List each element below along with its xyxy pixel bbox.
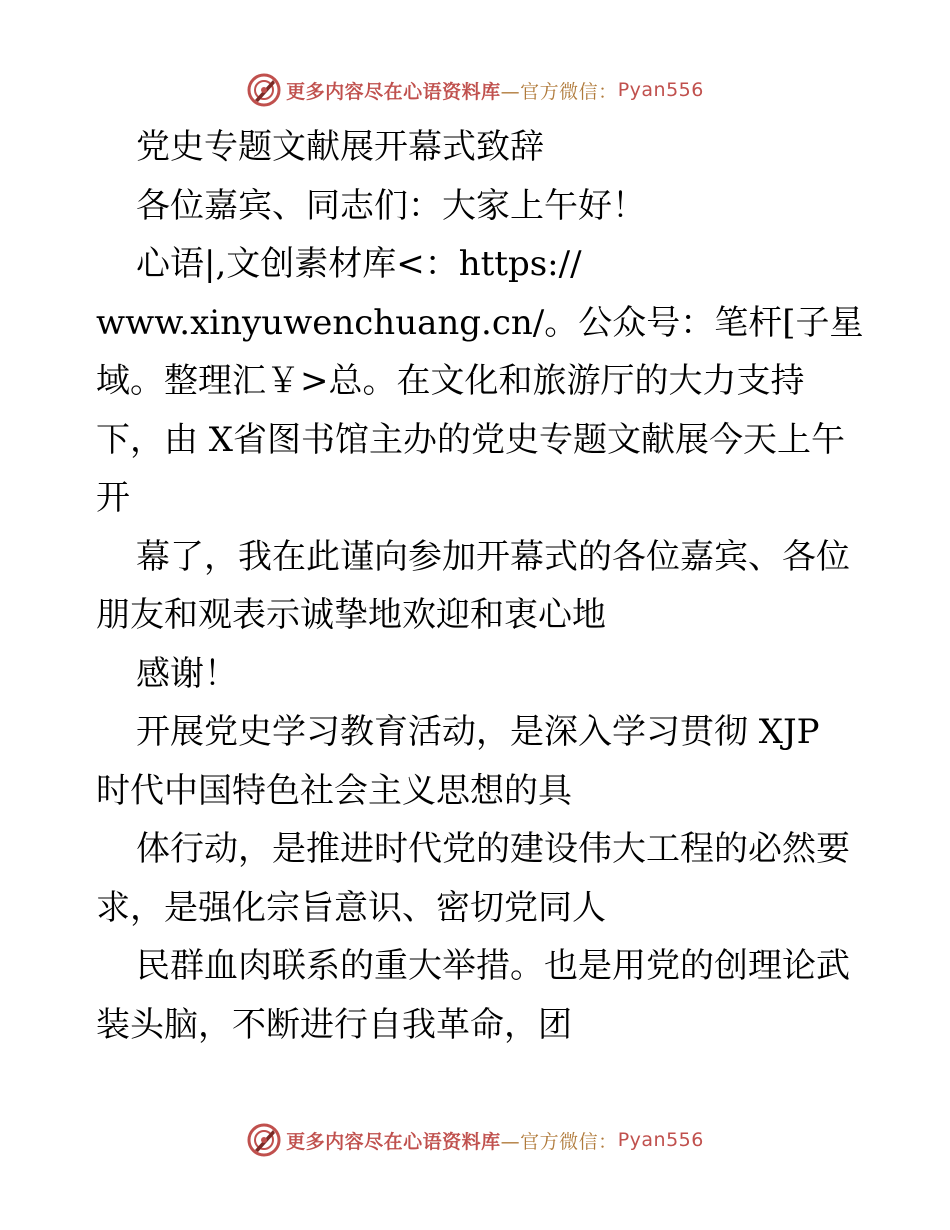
banner-wechat-id: Pyan556 (617, 1129, 704, 1151)
doc-line: 朋友和观表示诚挚地欢迎和衷心地 (96, 595, 606, 635)
brand-logo-icon (246, 1122, 282, 1158)
doc-line: 体行动，是推进时代党的建设伟大工程的必然要 (136, 829, 850, 869)
doc-line: 各位嘉宾、同志们：大家上午好！ (136, 185, 646, 226)
doc-line: 时代中国特色社会主义思想的具 (96, 770, 572, 811)
doc-line: 装头脑，不断进行自我革命，团 (96, 1004, 572, 1045)
doc-line: 开展党史学习教育活动，是深入学习贯彻 XJP (136, 712, 820, 752)
doc-title: 党史专题文献展开幕式致辞 (136, 127, 544, 167)
doc-line: 幕了，我在此谨向参加开幕式的各位嘉宾、各位 (136, 536, 850, 577)
banner-sub-text: —官方微信： (500, 80, 618, 103)
banner-main-text: 更多内容尽在心语资料库 (286, 80, 501, 103)
doc-line: 心语|,文创素材库<：https:// (136, 244, 582, 284)
brand-logo-icon (246, 72, 282, 108)
doc-line: 求，是强化宗旨意识、密切党同人 (96, 887, 606, 928)
banner-sub-text: —官方微信： (500, 1130, 618, 1153)
banner-wechat-id: Pyan556 (617, 79, 704, 101)
banner-main-text: 更多内容尽在心语资料库 (286, 1130, 501, 1153)
doc-line: 民群血肉联系的重大举措。也是用党的创理论武 (136, 946, 850, 986)
header-watermark-banner (0, 70, 950, 110)
doc-line: www.xinyuwenchuang.cn/。公众号：笔杆[子星 (96, 302, 864, 343)
document-body (96, 118, 866, 1054)
footer-watermark-banner (0, 1120, 950, 1160)
doc-line: 域。整理汇￥>总。在文化和旅游厅的大力支持 (96, 361, 805, 401)
doc-line: 下，由 X省图书馆主办的党史专题文献展今天上午 (96, 419, 846, 460)
doc-line: 感谢！ (136, 653, 238, 694)
doc-line: 开 (96, 478, 130, 518)
